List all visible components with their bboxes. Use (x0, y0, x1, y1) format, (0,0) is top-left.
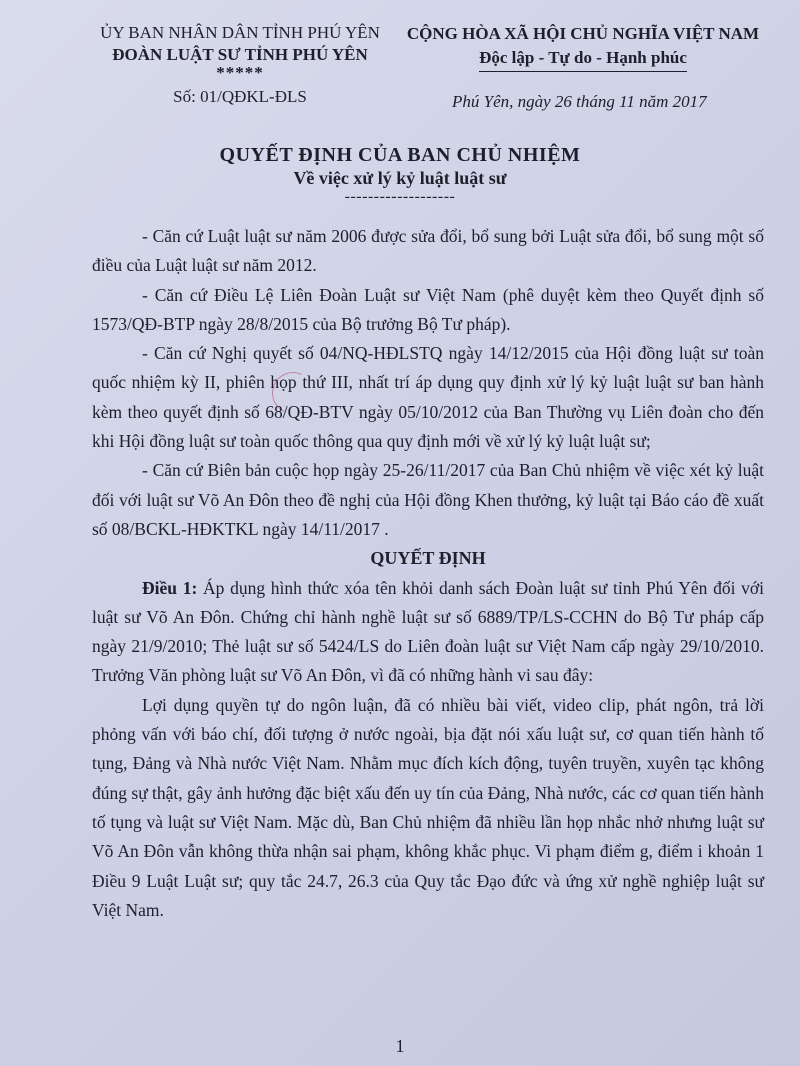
basis-paragraph: - Căn cứ Điều Lệ Liên Đoàn Luật sư Việt Nam (phê duyệt kèm theo Quyết định số 1573/QĐ-BTP ngày 28/8/2015 của Bộ trưởng Bộ Tư pháp). (92, 284, 764, 334)
document-title: QUYẾT ĐỊNH CỦA BAN CHỦ NHIỆM (219, 144, 581, 166)
national-header (398, 22, 768, 72)
violation-paragraph: Lợi dụng quyền tự do ngôn luận, đã có nhiều bài viết, video clip, phát ngôn, trả lời phỏng vấn với báo chí, đối tượng ở nước ngoài, bịa đặt nói xấu luật sư, cơ quan tiến hành tố tụng, Đảng và Nhà nước Việt Nam. Nhằm mục đích kích động, tuyên truyền, xuyên tạc không đúng sự thật, gây ảnh hưởng đặc biệt xấu đến uy tín của Đảng, Nhà nước, các cơ quan tiến hành tố tụng và luật sư Việt Nam. Mặc dù, Ban Chủ nhiệm đã nhiều lần họp nhắc nhở nhưng luật sư Võ An Đôn vẫn không thừa nhận sai phạm, không khắc phục. Vi phạm điểm g, điểm i khoản 1 Điều 9 Luật Luật sư; quy tắc 24.7, 26.3 của Quy tắc Đạo đức và ứng xử nghề nghiệp luật sư Việt Nam. (92, 694, 764, 920)
document-subtitle: Về việc xử lý kỷ luật luật sư (293, 168, 507, 188)
issuer-authority: ỦY BAN NHÂN DÂN TỈNH PHÚ YÊN (100, 23, 380, 42)
issuer-header (80, 22, 400, 108)
title-separator: ------------------- (344, 188, 456, 205)
decision-heading: QUYẾT ĐỊNH (370, 548, 486, 569)
article-1-label: Điều 1: (142, 577, 198, 598)
national-motto: Độc lập - Tự do - Hạnh phúc (479, 46, 687, 72)
article-1 (92, 574, 764, 691)
basis-paragraph: - Căn cứ Nghị quyết số 04/NQ-HĐLSTQ ngày 14/12/2015 của Hội đồng luật sư toàn quốc nhiệm kỳ II, phiên họp thứ III, nhất trí áp dụng quy định xử lý kỷ luật luật sư ban hành kèm theo quyết định số 68/QĐ-BTV ngày 05/10/2012 của Ban Thường vụ Liên đoàn cho đến khi Hội đồng luật sư toàn quốc thông qua quy định mới về xử lý kỷ luật luật sư; (92, 343, 764, 452)
document-number: Số: 01/QĐKL-ĐLS (173, 87, 307, 106)
document-body (92, 222, 764, 925)
document-date: Phú Yên, ngày 26 tháng 11 năm 2017 (452, 92, 707, 111)
national-name: CỘNG HÒA XÃ HỘI CHỦ NGHĨA VIỆT NAM (406, 24, 760, 43)
issuer-organization: ĐOÀN LUẬT SƯ TỈNH PHÚ YÊN (112, 45, 368, 64)
basis-paragraph: - Căn cứ Biên bản cuộc họp ngày 25-26/11/2017 của Ban Chủ nhiệm về việc xét kỷ luật đối với luật sư Võ An Đôn theo đề nghị của Hội đồng Khen thưởng, kỷ luật tại Báo cáo đề xuất số 08/BCKL-HĐKTKL ngày 14/11/2017 . (92, 460, 764, 539)
article-1-text: Áp dụng hình thức xóa tên khỏi danh sách Đoàn luật sư tỉnh Phú Yên đối với luật sư Võ An Đôn. Chứng chỉ hành nghề luật sư số 6889/TP/LS-CCHN do Bộ Tư pháp cấp ngày 21/9/2010; Thẻ luật sư số 5424/LS do Liên đoàn luật sư Việt Nam cấp ngày 29/10/2010. Trưởng Văn phòng luật sư Võ An Đôn, vì đã có những hành vi sau đây: (92, 577, 764, 686)
page-number: 1 (395, 1036, 405, 1056)
basis-paragraph: - Căn cứ Luật luật sư năm 2006 được sửa đổi, bổ sung bởi Luật sửa đổi, bổ sung một số điều của Luật luật sư năm 2012. (92, 226, 764, 276)
issuer-stars: ***** (216, 63, 264, 82)
